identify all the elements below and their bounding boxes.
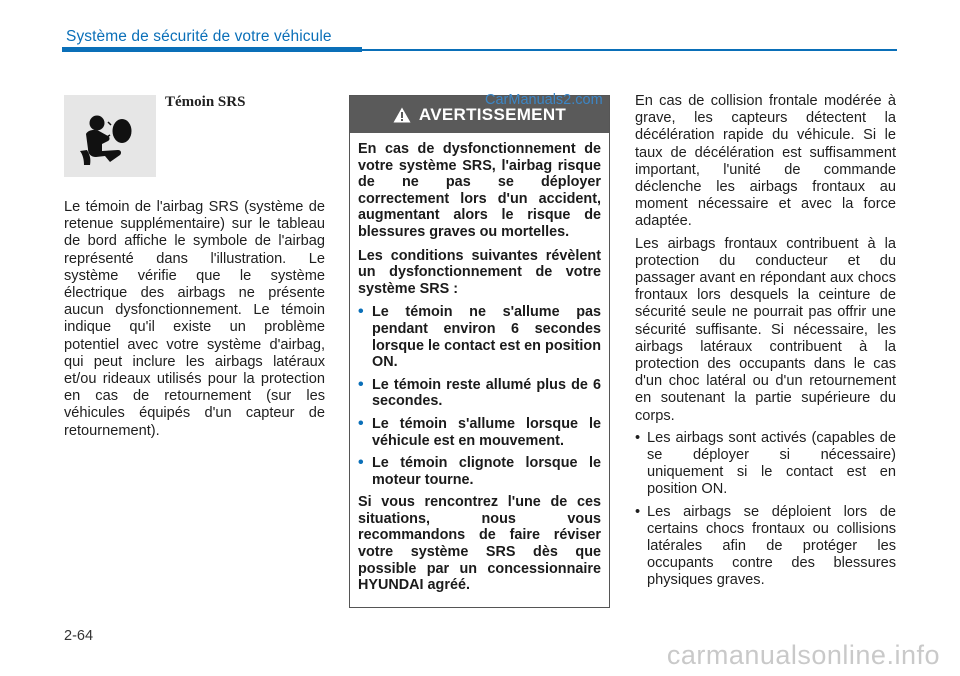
bullet-dot: • [635,429,641,446]
left-column [64,199,325,444]
list-item: • Le témoin clignote lorsque le moteur tourne. [358,454,601,488]
bullet-dot: • [358,375,364,393]
warning-conditions: Les conditions suivantes révèlent un dysfonctionnement de votre système SRS : [358,247,601,297]
footer-watermark: carmanualsonline.info [666,640,940,670]
list-item: • Le témoin reste allumé plus de 6 secondes. [358,375,601,410]
page-number: 2-64 [64,628,94,644]
temoin-heading: Témoin SRS [165,94,246,110]
bullet-dot: • [635,503,641,520]
site-watermark: CarManuals2.com [485,92,603,108]
intro-paragraph: Le témoin de l'airbag SRS (système de retenue supplémentaire) sur le tableau de bord affiche le symbole de l'airbag représenté dans l'illustration. Le système vérifie que le système électrique des airbags ne présente aucun dysfonctionnement. Le témoin indique qu'il existe un problème potentiel avec votre système d'airbag, qui peut inclure les airbags latéraux et/ou rideaux utilisés pour la protection en cas de retournement (sur les véhicules équipés d'un capteur de retournement). [64,199,325,439]
collision-paragraph: En cas de collision frontale modérée à grave, les capteurs détectent la décélération rapide du véhicule. Si le taux de décélération est suffisamment important, l'unité de commande déclenche les airbags frontaux au moment nécessaire et avec la force adaptée. [635,93,896,230]
list-item: • Les airbags sont activés (capables de se déployer si nécessaire) uniquement si le contact est en position ON. [635,429,896,498]
list-item: • Le témoin ne s'allume pas pendant environ 6 secondes lorsque le contact est en position ON. [358,303,601,371]
list-item: • Les airbags se déploient lors de certains chocs frontaux ou collisions latérales afin de protéger les occupants contre des blessures physiques graves. [635,503,896,589]
warning-intro: En cas de dysfonctionnement de votre système SRS, l'airbag risque de ne pas se déployer correctement lors d'un accident, augmentant alors le risque de blessures graves ou mortelles. [358,141,601,240]
warning-body [350,133,609,594]
section-title: Système de sécurité de votre véhicule [66,28,332,45]
bullet-dot: • [358,303,364,321]
warning-list [358,304,601,488]
bullet-dot: • [358,454,364,472]
warning-heading: AVERTISSEMENT [418,104,567,124]
right-column [635,93,896,595]
airbag-warning-icon [64,95,156,177]
airbag-bullet-list [635,430,896,590]
list-item: • Le témoin s'allume lorsque le véhicule est en mouvement. [358,414,601,449]
warning-closing: Si vous rencontrez l'une de ces situations, nous vous recommandons de faire réviser votre système SRS dès que possible par un concessionnaire HYUNDAI agréé. [358,494,601,594]
header-rule-thin [362,49,897,51]
bullet-dot: • [358,414,364,432]
warning-box [349,95,610,608]
warning-triangle-icon [393,107,411,123]
airbag-protection-paragraph: Les airbags frontaux contribuent à la protection du conducteur et du passager avant en répondant aux chocs frontaux lors desquels la ceinture de sécurité seule ne pourrait pas offrir une sécurité suffisante. Si nécessaire, les airbags latéraux contribuent à la protection des occupants dans le cas d'un choc latéral ou d'un retournement en soutenant la partie supérieure du corps. [635,235,896,424]
header-rule-thick [62,47,362,52]
